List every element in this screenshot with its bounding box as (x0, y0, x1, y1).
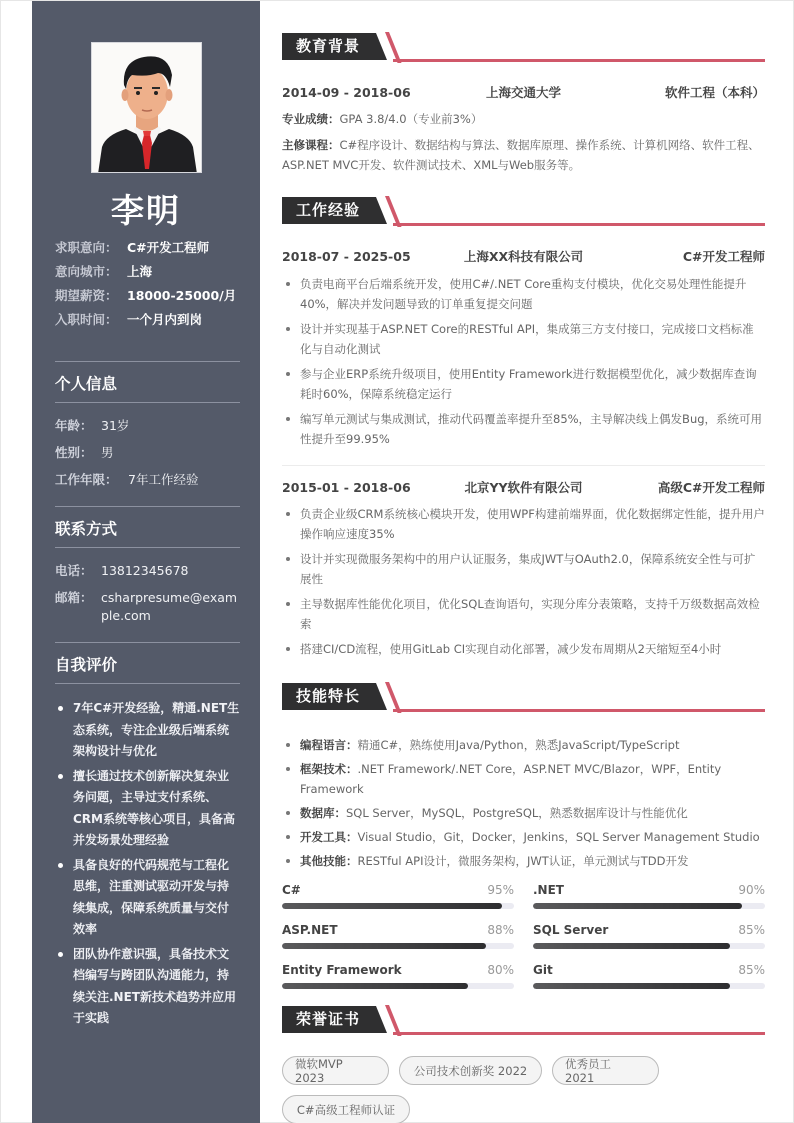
field-value: 男 (101, 445, 114, 460)
job-role: 高级C#开发工程师 (657, 480, 765, 495)
courses-label: 主修课程： (282, 138, 340, 152)
progress-track (282, 983, 514, 989)
list-item: 具备良好的代码规范与工程化思维，注重测试驱动开发与持续集成，保障系统质量与交付效率 (55, 855, 240, 941)
honor-label: 公司技术创新奖 2022 (413, 1063, 528, 1078)
field-label: 年龄： (55, 418, 93, 433)
intent-row-salary (55, 287, 245, 311)
list-item: 参与企业ERP系统升级项目，使用Entity Framework进行数据模型优化，减少数据库查询耗时60%，保障系统稳定运行 (282, 364, 765, 404)
skill-detail: RESTful API设计，微服务架构，JWT认证，单元测试与TDD开发 (357, 854, 689, 868)
section-title: 技能特长 (296, 687, 361, 705)
field-value: 7年工作经验 (128, 472, 199, 487)
intent-label: 入职时间： (55, 312, 118, 327)
portrait-photo (91, 42, 202, 173)
list-item (282, 735, 765, 755)
section-title: 联系方式 (55, 520, 118, 538)
major: 软件工程（本科） (664, 85, 765, 100)
field-label: 性别： (55, 445, 93, 460)
job-header-row (282, 247, 765, 267)
field-label: 邮箱： (55, 590, 93, 605)
job-intent (55, 239, 245, 335)
company-name: 北京YY软件有限公司 (464, 480, 583, 495)
skill-name: Entity Framework (282, 963, 402, 977)
skill-name: SQL Server (533, 923, 609, 937)
divider (55, 547, 240, 548)
job-role: C#开发工程师 (682, 249, 765, 264)
section-title: 自我评价 (55, 656, 118, 674)
skill-percent: 85% (738, 923, 765, 937)
list-item: 搭建CI/CD流程，使用GitLab CI实现自动化部署，减少发布周期从2天缩短至4小时 (282, 639, 765, 659)
skill-name: Git (533, 963, 553, 977)
gpa-value: GPA 3.8/4.0（专业前3%） (339, 112, 483, 126)
intent-row-city (55, 263, 245, 287)
contact-phone (55, 562, 240, 580)
list-item: 负责企业级CRM系统核心模块开发，使用WPF构建前端界面，优化数据绑定性能，提升用户操作响应速度35% (282, 504, 765, 544)
honor-label: 微软MVP 2023 (295, 1056, 343, 1085)
school-name: 上海交通大学 (485, 85, 561, 100)
field-value: 31岁 (101, 418, 130, 433)
skill-category: 框架技术： (300, 762, 358, 776)
skill-percent: 90% (738, 883, 765, 897)
section-title: 工作经验 (296, 201, 361, 219)
divider (55, 402, 240, 403)
gpa-label: 专业成绩： (282, 112, 340, 126)
company-name: 上海XX科技有限公司 (463, 249, 584, 264)
skill-bar-sqlserver (533, 922, 765, 949)
job-period: 2018-07 - 2025-05 (282, 249, 411, 264)
education-entry (282, 83, 765, 175)
field-label: 工作年限： (55, 472, 118, 487)
skill-detail: Visual Studio，Git，Docker，Jenkins，SQL Server Management Studio (357, 830, 760, 844)
education-header-row (282, 83, 765, 103)
progress-fill (282, 903, 502, 909)
skill-bar-aspnet (282, 922, 514, 949)
skill-name: .NET (533, 883, 564, 897)
list-item: 7年C#开发经验，精通.NET生态系统，专注企业级后端系统架构设计与优化 (55, 698, 240, 763)
skill-category: 数据库： (300, 806, 346, 820)
section-header-education (282, 33, 765, 63)
honor-label: 优秀员工 2021 (565, 1056, 611, 1085)
progress-track (282, 903, 514, 909)
contact-section (55, 506, 240, 634)
list-item (282, 851, 765, 871)
divider (55, 683, 240, 684)
field-label: 电话： (55, 563, 93, 578)
education-period: 2014-09 - 2018-06 (282, 85, 411, 100)
intent-value: C#开发工程师 (127, 240, 210, 255)
skill-detail: .NET Framework/.NET Core，ASP.NET MVC/Blazor，WPF，Entity Framework (300, 762, 722, 796)
work-entry-2 (282, 478, 765, 664)
job-bullets (282, 274, 765, 449)
progress-track (533, 903, 765, 909)
skill-percent: 85% (738, 963, 765, 977)
progress-track (533, 943, 765, 949)
intent-value: 上海 (127, 264, 153, 279)
intent-label: 意向城市： (55, 264, 118, 279)
honor-chip (399, 1056, 542, 1085)
courses-line (282, 135, 765, 175)
job-bullets (282, 504, 765, 659)
self-evaluation-list (55, 698, 240, 1030)
honor-label: C#高级工程师认证 (296, 1102, 396, 1117)
section-header-honors (282, 1006, 765, 1036)
progress-fill (282, 943, 486, 949)
email-value[interactable]: csharpresume@example.com (101, 590, 238, 623)
skill-category: 其他技能： (300, 854, 358, 868)
list-item: 负责电商平台后端系统开发，使用C#/.NET Core重构支付模块，优化交易处理性能提升40%，解决并发问题导致的订单重复提交问题 (282, 274, 765, 314)
portrait-illustration-icon (92, 43, 202, 173)
list-item: 团队协作意识强，具备技术文档编写与跨团队沟通能力，持续关注.NET新技术趋势并应用于实践 (55, 944, 240, 1030)
intent-row-start (55, 311, 245, 335)
personal-info-section (55, 361, 240, 498)
honor-chip (282, 1095, 410, 1123)
list-item (282, 827, 765, 847)
list-item: 设计并实现微服务架构中的用户认证服务，集成JWT与OAuth2.0，保障系统安全性与可扩展性 (282, 549, 765, 589)
intent-value: 一个月内到岗 (127, 312, 203, 327)
candidate-name: 李明 (111, 191, 181, 230)
list-item (282, 759, 765, 799)
list-item: 主导数据库性能优化项目，优化SQL查询语句，实现分库分表策略，支持千万级数据高效检索 (282, 594, 765, 634)
personal-age (55, 417, 240, 435)
section-header-work (282, 197, 765, 227)
intent-label: 求职意向： (55, 240, 118, 255)
section-header-skills (282, 683, 765, 713)
intent-row-position (55, 239, 245, 263)
section-title: 荣誉证书 (296, 1010, 361, 1028)
divider (282, 465, 765, 466)
accent-line (393, 1032, 765, 1035)
list-item: 编写单元测试与集成测试，推动代码覆盖率提升至85%，主导解决线上偶发Bug，系统可用性提升至99.95% (282, 409, 765, 449)
skill-detail: SQL Server，MySQL，PostgreSQL，熟悉数据库设计与性能优化 (346, 806, 688, 820)
sidebar (32, 1, 260, 1123)
contact-email (55, 589, 240, 625)
job-period: 2015-01 - 2018-06 (282, 480, 411, 495)
work-entry-1 (282, 247, 765, 454)
honor-chip (282, 1056, 389, 1085)
accent-line (393, 223, 765, 226)
progress-fill (533, 943, 730, 949)
personal-gender (55, 444, 240, 462)
skill-percent: 80% (487, 963, 514, 977)
list-item: 设计并实现基于ASP.NET Core的RESTful API，集成第三方支付接口，完成接口文档标准化与自动化测试 (282, 319, 765, 359)
skill-bars (282, 882, 765, 989)
skills-list (282, 735, 765, 875)
section-title: 教育背景 (296, 37, 361, 55)
accent-line (393, 709, 765, 712)
progress-fill (533, 983, 730, 989)
accent-line (393, 59, 765, 62)
intent-label: 期望薪资： (55, 288, 118, 303)
skill-bar-entity-framework (282, 962, 514, 989)
progress-track (533, 983, 765, 989)
intent-value: 18000-25000/月 (127, 288, 237, 303)
skill-bar-git (533, 962, 765, 989)
progress-fill (533, 903, 742, 909)
skill-name: C# (282, 883, 301, 897)
skill-category: 编程语言： (300, 738, 358, 752)
skill-percent: 88% (487, 923, 514, 937)
section-title: 个人信息 (55, 375, 118, 393)
progress-fill (282, 983, 468, 989)
personal-experience-years (55, 471, 240, 489)
skill-bar-dotnet (533, 882, 765, 909)
honors-list (282, 1056, 765, 1123)
list-item: 擅长通过技术创新解决复杂业务问题，主导过支付系统、CRM系统等核心项目，具备高并发场景处理经验 (55, 766, 240, 852)
phone-value[interactable]: 13812345678 (101, 563, 189, 578)
skill-detail: 精通C#，熟练使用Java/Python，熟悉JavaScript/TypeScript (357, 738, 680, 752)
job-header-row (282, 478, 765, 498)
skill-bar-csharp (282, 882, 514, 909)
skill-name: ASP.NET (282, 923, 338, 937)
skill-percent: 95% (487, 883, 514, 897)
gpa-line (282, 109, 765, 129)
courses-value: C#程序设计、数据结构与算法、数据库原理、操作系统、计算机网络、软件工程、ASP.NET MVC开发、软件测试技术、XML与Web服务等。 (282, 138, 760, 172)
honor-chip (552, 1056, 659, 1085)
list-item (282, 803, 765, 823)
skill-category: 开发工具： (300, 830, 358, 844)
progress-track (282, 943, 514, 949)
self-evaluation-section (55, 642, 240, 1033)
